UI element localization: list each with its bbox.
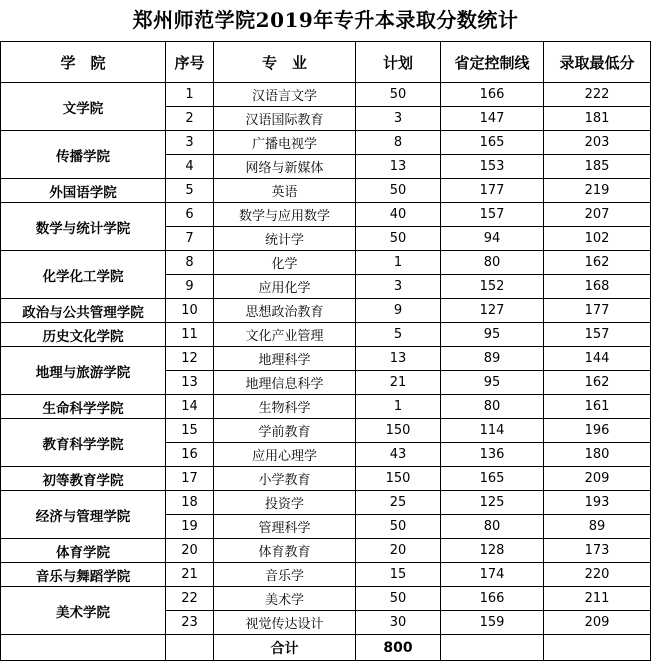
table-row <box>1 395 651 419</box>
plan-cell: 9 <box>356 299 441 323</box>
min-score-cell: 162 <box>544 251 651 275</box>
min-score-cell: 203 <box>544 131 651 155</box>
number-cell: 14 <box>166 395 214 419</box>
min-score-cell: 157 <box>544 323 651 347</box>
control-line-cell: 95 <box>441 371 544 395</box>
number-cell: 17 <box>166 467 214 491</box>
table-row <box>1 251 651 275</box>
min-score-cell: 177 <box>544 299 651 323</box>
number-cell: 21 <box>166 563 214 587</box>
plan-cell: 5 <box>356 323 441 347</box>
total-spacer <box>1 635 166 661</box>
control-line-cell: 166 <box>441 83 544 107</box>
control-line-cell: 125 <box>441 491 544 515</box>
major-cell: 视觉传达设计 <box>214 611 356 635</box>
major-cell: 美术学 <box>214 587 356 611</box>
major-cell: 音乐学 <box>214 563 356 587</box>
major-cell: 统计学 <box>214 227 356 251</box>
college-cell: 经济与管理学院 <box>1 491 166 539</box>
plan-cell: 15 <box>356 563 441 587</box>
number-cell: 20 <box>166 539 214 563</box>
college-cell: 数学与统计学院 <box>1 203 166 251</box>
number-cell: 7 <box>166 227 214 251</box>
number-cell: 9 <box>166 275 214 299</box>
control-line-cell: 166 <box>441 587 544 611</box>
min-score-cell: 207 <box>544 203 651 227</box>
major-cell: 生物科学 <box>214 395 356 419</box>
total-row <box>1 635 651 661</box>
control-line-cell: 177 <box>441 179 544 203</box>
total-spacer <box>166 635 214 661</box>
major-cell: 应用化学 <box>214 275 356 299</box>
min-score-cell: 89 <box>544 515 651 539</box>
major-cell: 文化产业管理 <box>214 323 356 347</box>
plan-cell: 150 <box>356 419 441 443</box>
major-cell: 化学 <box>214 251 356 275</box>
plan-cell: 30 <box>356 611 441 635</box>
major-cell: 数学与应用数学 <box>214 203 356 227</box>
number-cell: 13 <box>166 371 214 395</box>
number-cell: 1 <box>166 83 214 107</box>
major-cell: 体育教育 <box>214 539 356 563</box>
min-score-cell: 185 <box>544 155 651 179</box>
table-row <box>1 179 651 203</box>
control-line-cell: 165 <box>441 131 544 155</box>
table-body <box>1 83 651 635</box>
plan-cell: 50 <box>356 83 441 107</box>
min-score-cell: 222 <box>544 83 651 107</box>
table-row <box>1 419 651 443</box>
min-score-cell: 209 <box>544 467 651 491</box>
header-control-line: 省定控制线 <box>441 42 544 83</box>
plan-cell: 3 <box>356 275 441 299</box>
table-row <box>1 131 651 155</box>
number-cell: 4 <box>166 155 214 179</box>
control-line-cell: 136 <box>441 443 544 467</box>
total-label: 合计 <box>214 635 356 661</box>
college-cell: 音乐与舞蹈学院 <box>1 563 166 587</box>
control-line-cell: 165 <box>441 467 544 491</box>
header-number: 序号 <box>166 42 214 83</box>
college-cell: 政治与公共管理学院 <box>1 299 166 323</box>
control-line-cell: 157 <box>441 203 544 227</box>
number-cell: 8 <box>166 251 214 275</box>
college-cell: 文学院 <box>1 83 166 131</box>
page-title: 郑州师范学院2019年专升本录取分数统计 <box>132 8 519 32</box>
plan-cell: 8 <box>356 131 441 155</box>
plan-cell: 50 <box>356 587 441 611</box>
min-score-cell: 102 <box>544 227 651 251</box>
plan-cell: 13 <box>356 347 441 371</box>
control-line-cell: 159 <box>441 611 544 635</box>
plan-cell: 21 <box>356 371 441 395</box>
plan-cell: 50 <box>356 227 441 251</box>
total-spacer <box>441 635 544 661</box>
college-cell: 教育科学学院 <box>1 419 166 467</box>
number-cell: 18 <box>166 491 214 515</box>
table-row <box>1 203 651 227</box>
college-cell: 体育学院 <box>1 539 166 563</box>
min-score-cell: 220 <box>544 563 651 587</box>
number-cell: 11 <box>166 323 214 347</box>
major-cell: 广播电视学 <box>214 131 356 155</box>
table-row <box>1 587 651 611</box>
table-row <box>1 299 651 323</box>
control-line-cell: 80 <box>441 515 544 539</box>
college-cell: 地理与旅游学院 <box>1 347 166 395</box>
number-cell: 22 <box>166 587 214 611</box>
major-cell: 网络与新媒体 <box>214 155 356 179</box>
plan-cell: 50 <box>356 179 441 203</box>
control-line-cell: 153 <box>441 155 544 179</box>
control-line-cell: 128 <box>441 539 544 563</box>
table-row <box>1 347 651 371</box>
major-cell: 英语 <box>214 179 356 203</box>
college-cell: 美术学院 <box>1 587 166 635</box>
number-cell: 6 <box>166 203 214 227</box>
control-line-cell: 95 <box>441 323 544 347</box>
min-score-cell: 180 <box>544 443 651 467</box>
header-major: 专 业 <box>214 42 356 83</box>
major-cell: 学前教育 <box>214 419 356 443</box>
plan-cell: 13 <box>356 155 441 179</box>
plan-cell: 150 <box>356 467 441 491</box>
major-cell: 管理科学 <box>214 515 356 539</box>
control-line-cell: 152 <box>441 275 544 299</box>
college-cell: 传播学院 <box>1 131 166 179</box>
header-row <box>1 42 651 83</box>
table-row <box>1 83 651 107</box>
number-cell: 15 <box>166 419 214 443</box>
control-line-cell: 89 <box>441 347 544 371</box>
college-cell: 初等教育学院 <box>1 467 166 491</box>
control-line-cell: 127 <box>441 299 544 323</box>
major-cell: 地理科学 <box>214 347 356 371</box>
plan-cell: 3 <box>356 107 441 131</box>
header-college: 学 院 <box>1 42 166 83</box>
min-score-cell: 209 <box>544 611 651 635</box>
control-line-cell: 80 <box>441 395 544 419</box>
major-cell: 汉语言文学 <box>214 83 356 107</box>
min-score-cell: 168 <box>544 275 651 299</box>
min-score-cell: 193 <box>544 491 651 515</box>
control-line-cell: 147 <box>441 107 544 131</box>
plan-cell: 40 <box>356 203 441 227</box>
major-cell: 地理信息科学 <box>214 371 356 395</box>
major-cell: 小学教育 <box>214 467 356 491</box>
header-plan: 计划 <box>356 42 441 83</box>
total-plan: 800 <box>356 635 441 661</box>
plan-cell: 20 <box>356 539 441 563</box>
number-cell: 23 <box>166 611 214 635</box>
major-cell: 思想政治教育 <box>214 299 356 323</box>
table-row <box>1 491 651 515</box>
number-cell: 12 <box>166 347 214 371</box>
plan-cell: 1 <box>356 395 441 419</box>
major-cell: 汉语国际教育 <box>214 107 356 131</box>
min-score-cell: 144 <box>544 347 651 371</box>
admission-table <box>0 41 651 661</box>
table-row <box>1 323 651 347</box>
control-line-cell: 114 <box>441 419 544 443</box>
college-cell: 历史文化学院 <box>1 323 166 347</box>
number-cell: 19 <box>166 515 214 539</box>
control-line-cell: 94 <box>441 227 544 251</box>
min-score-cell: 196 <box>544 419 651 443</box>
min-score-cell: 219 <box>544 179 651 203</box>
table-row <box>1 467 651 491</box>
min-score-cell: 162 <box>544 371 651 395</box>
number-cell: 16 <box>166 443 214 467</box>
number-cell: 10 <box>166 299 214 323</box>
college-cell: 化学化工学院 <box>1 251 166 299</box>
college-cell: 外国语学院 <box>1 179 166 203</box>
plan-cell: 25 <box>356 491 441 515</box>
number-cell: 5 <box>166 179 214 203</box>
min-score-cell: 181 <box>544 107 651 131</box>
table-row <box>1 539 651 563</box>
college-cell: 生命科学学院 <box>1 395 166 419</box>
header-min-score: 录取最低分 <box>544 42 651 83</box>
plan-cell: 1 <box>356 251 441 275</box>
plan-cell: 50 <box>356 515 441 539</box>
control-line-cell: 174 <box>441 563 544 587</box>
number-cell: 3 <box>166 131 214 155</box>
min-score-cell: 173 <box>544 539 651 563</box>
table-row <box>1 563 651 587</box>
control-line-cell: 80 <box>441 251 544 275</box>
number-cell: 2 <box>166 107 214 131</box>
min-score-cell: 161 <box>544 395 651 419</box>
min-score-cell: 211 <box>544 587 651 611</box>
major-cell: 投资学 <box>214 491 356 515</box>
total-spacer <box>544 635 651 661</box>
plan-cell: 43 <box>356 443 441 467</box>
major-cell: 应用心理学 <box>214 443 356 467</box>
